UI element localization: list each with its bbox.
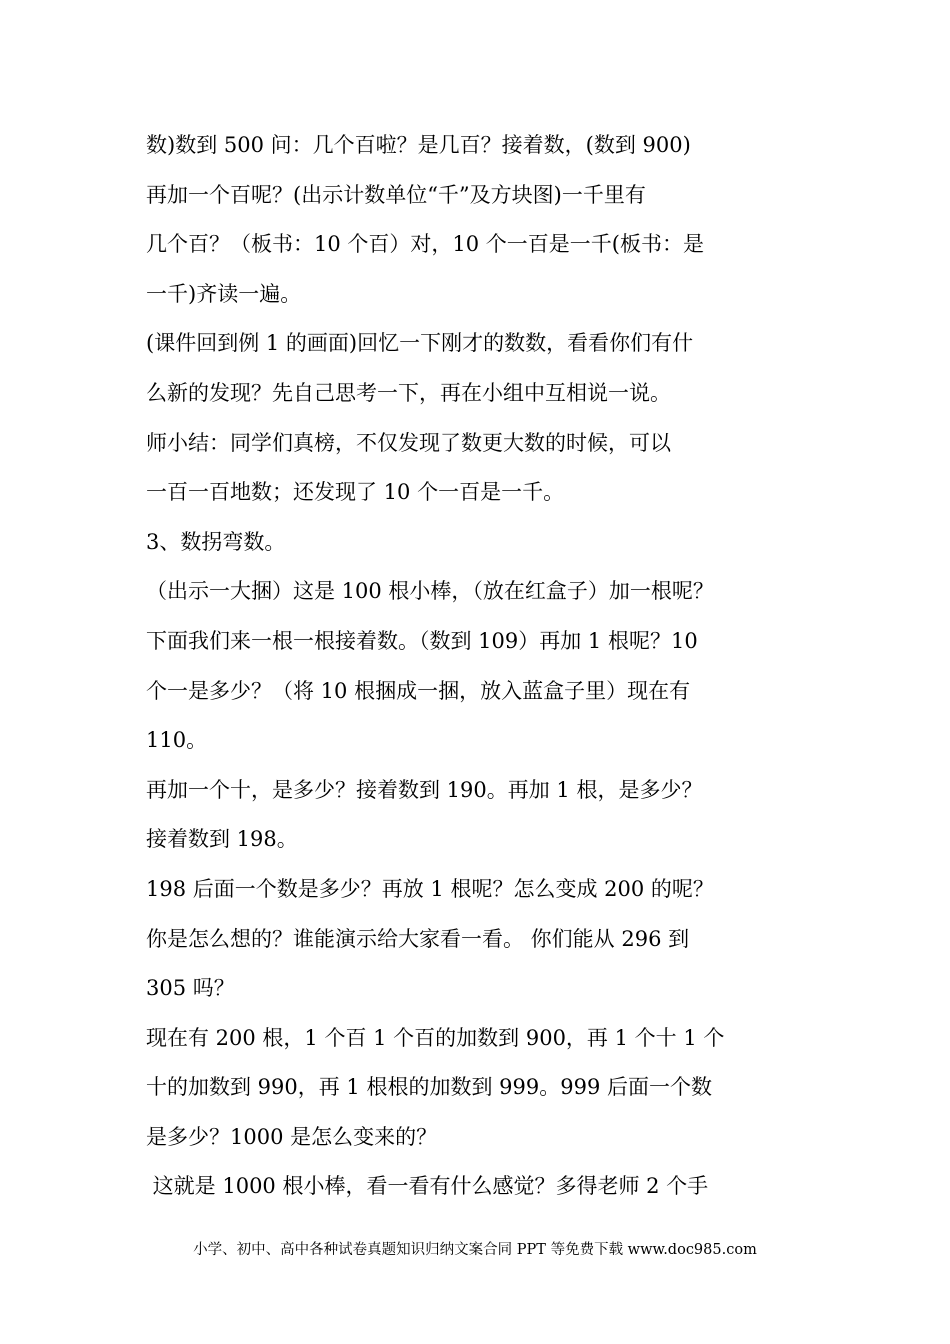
document-body: [146, 121, 836, 1212]
text-line: 几个百？（板书：10 个百）对，10 个一百是一千(板书：是: [146, 232, 704, 257]
text-line: 是多少？1000 是怎么变来的？: [146, 1124, 438, 1149]
text-line: 么新的发现？先自己思考一下，再在小组中互相说一说。: [146, 380, 671, 405]
text-line: （出示一大捆）这是 100 根小棒，（放在红盒子）加一根呢？: [146, 579, 714, 604]
text-line: 数)数到 500 问：几个百啦？是几百？接着数，(数到 900): [146, 133, 691, 157]
text-line: 一百一百地数；还发现了 10 个一百是一千。: [146, 480, 565, 505]
text-line: (课件回到例 1 的画面)回忆一下刚才的数数，看看你们有什: [146, 331, 694, 356]
text-line: 110。: [146, 728, 208, 753]
section-heading: 3、数拐弯数。: [146, 529, 286, 554]
text-line: 一千)齐读一遍。: [146, 281, 302, 306]
text-line: 305 吗？: [146, 976, 235, 1001]
text-line: 再加一个十，是多少？接着数到 190。再加 1 根，是多少？: [146, 777, 703, 802]
text-line: 下面我们来一根一根接着数。（数到 109）再加 1 根呢？10: [146, 628, 698, 653]
text-line: 师小结：同学们真榜，不仅发现了数更大数的时候，可以: [146, 430, 671, 455]
text-line: 这就是 1000 根小棒，看一看有什么感觉？多得老师 2 个手: [146, 1174, 709, 1199]
text-line: 198 后面一个数是多少？再放 1 根呢？怎么变成 200 的呢？: [146, 876, 714, 901]
text-line: 你是怎么想的？谁能演示给大家看一看。 你们能从 296 到: [146, 926, 690, 951]
page-footer: 小学、初中、高中各种试卷真题知识归纳文案合同 PPT 等免费下载 www.doc985.com: [193, 1242, 757, 1258]
text-line: 十的加数到 990，再 1 根根的加数到 999。999 后面一个数: [146, 1075, 712, 1100]
text-line: 再加一个百呢？(出示计数单位“千”及方块图)一千里有: [146, 182, 646, 207]
text-line: 个一是多少？（将 10 根捆成一捆，放入蓝盒子里）现在有: [146, 678, 691, 703]
text-line: 接着数到 198。: [146, 827, 298, 852]
text-line: 现在有 200 根，1 个百 1 个百的加数到 900，再 1 个十 1 个: [146, 1025, 725, 1050]
